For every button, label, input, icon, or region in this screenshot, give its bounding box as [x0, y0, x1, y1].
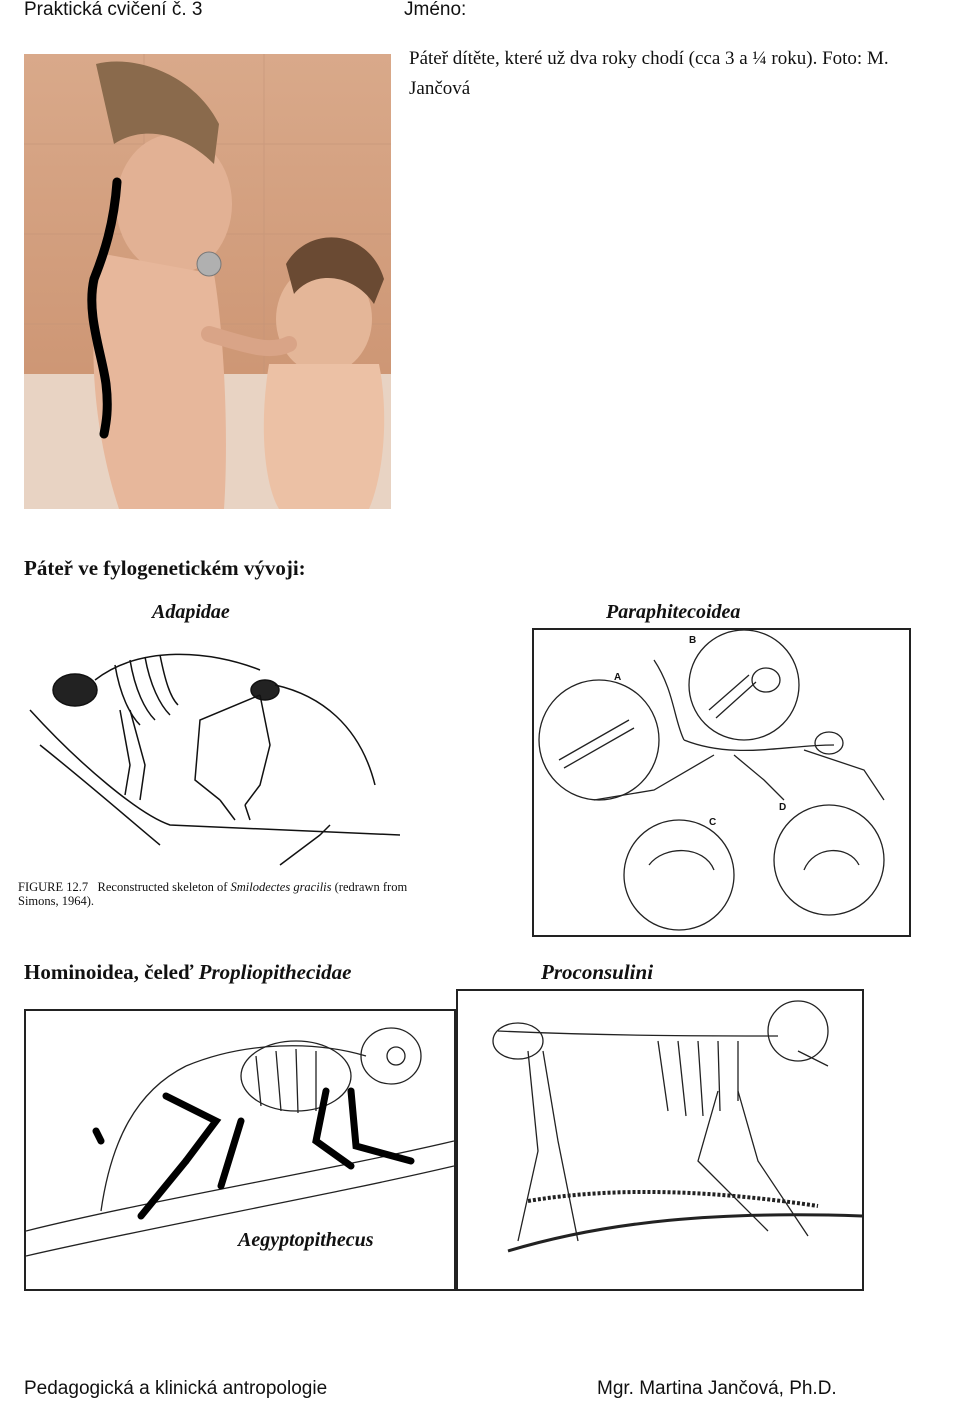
detail-letter-a: A [614, 672, 622, 683]
figure-caption-label: FIGURE 12.7 [18, 880, 89, 894]
figure-caption-line2: Simons, 1964). [18, 894, 95, 908]
detail-letter-b: B [689, 635, 697, 646]
hominoidea-family: Propliopithecidae [198, 960, 352, 984]
header-course-title: Praktická cvičení č. 3 [24, 0, 203, 20]
header-name-field-label: Jméno: [404, 0, 467, 20]
label-paraphitecoidea: Paraphitecoidea [606, 601, 741, 623]
paraphitecoidea-figure [532, 628, 911, 937]
photo-caption: Páteř dítěte, které už dva roky chodí (cca 3 a ¼ roku). Foto: M. Jančová [409, 48, 889, 99]
adapidae-figure-caption [18, 880, 438, 908]
figure-caption-species: Smilodectes gracilis [230, 880, 332, 894]
adapidae-skeleton-illustration [20, 635, 430, 875]
figure-caption-text: Reconstructed skeleton of [97, 880, 228, 894]
section-title-phylogenetic: Páteř ve fylogenetickém vývoji: [24, 556, 306, 580]
label-hominoidea [24, 960, 351, 985]
hominoidea-prefix: Hominoidea, čeleď [24, 960, 194, 984]
label-adapidae: Adapidae [152, 601, 230, 623]
proconsulini-figure [456, 989, 864, 1291]
aegyptopithecus-figure [24, 1009, 456, 1291]
detail-letter-d: D [779, 802, 787, 813]
detail-letter-c: C [709, 817, 717, 828]
footer-course-name: Pedagogická a klinická antropologie [24, 1378, 328, 1399]
figure-caption-end: (redrawn from [334, 880, 408, 894]
label-proconsulini: Proconsulini [541, 960, 654, 984]
label-aegyptopithecus: Aegyptopithecus [238, 1229, 374, 1251]
footer-author: Mgr. Martina Jančová, Ph.D. [597, 1378, 837, 1399]
child-spine-photo [24, 54, 391, 509]
